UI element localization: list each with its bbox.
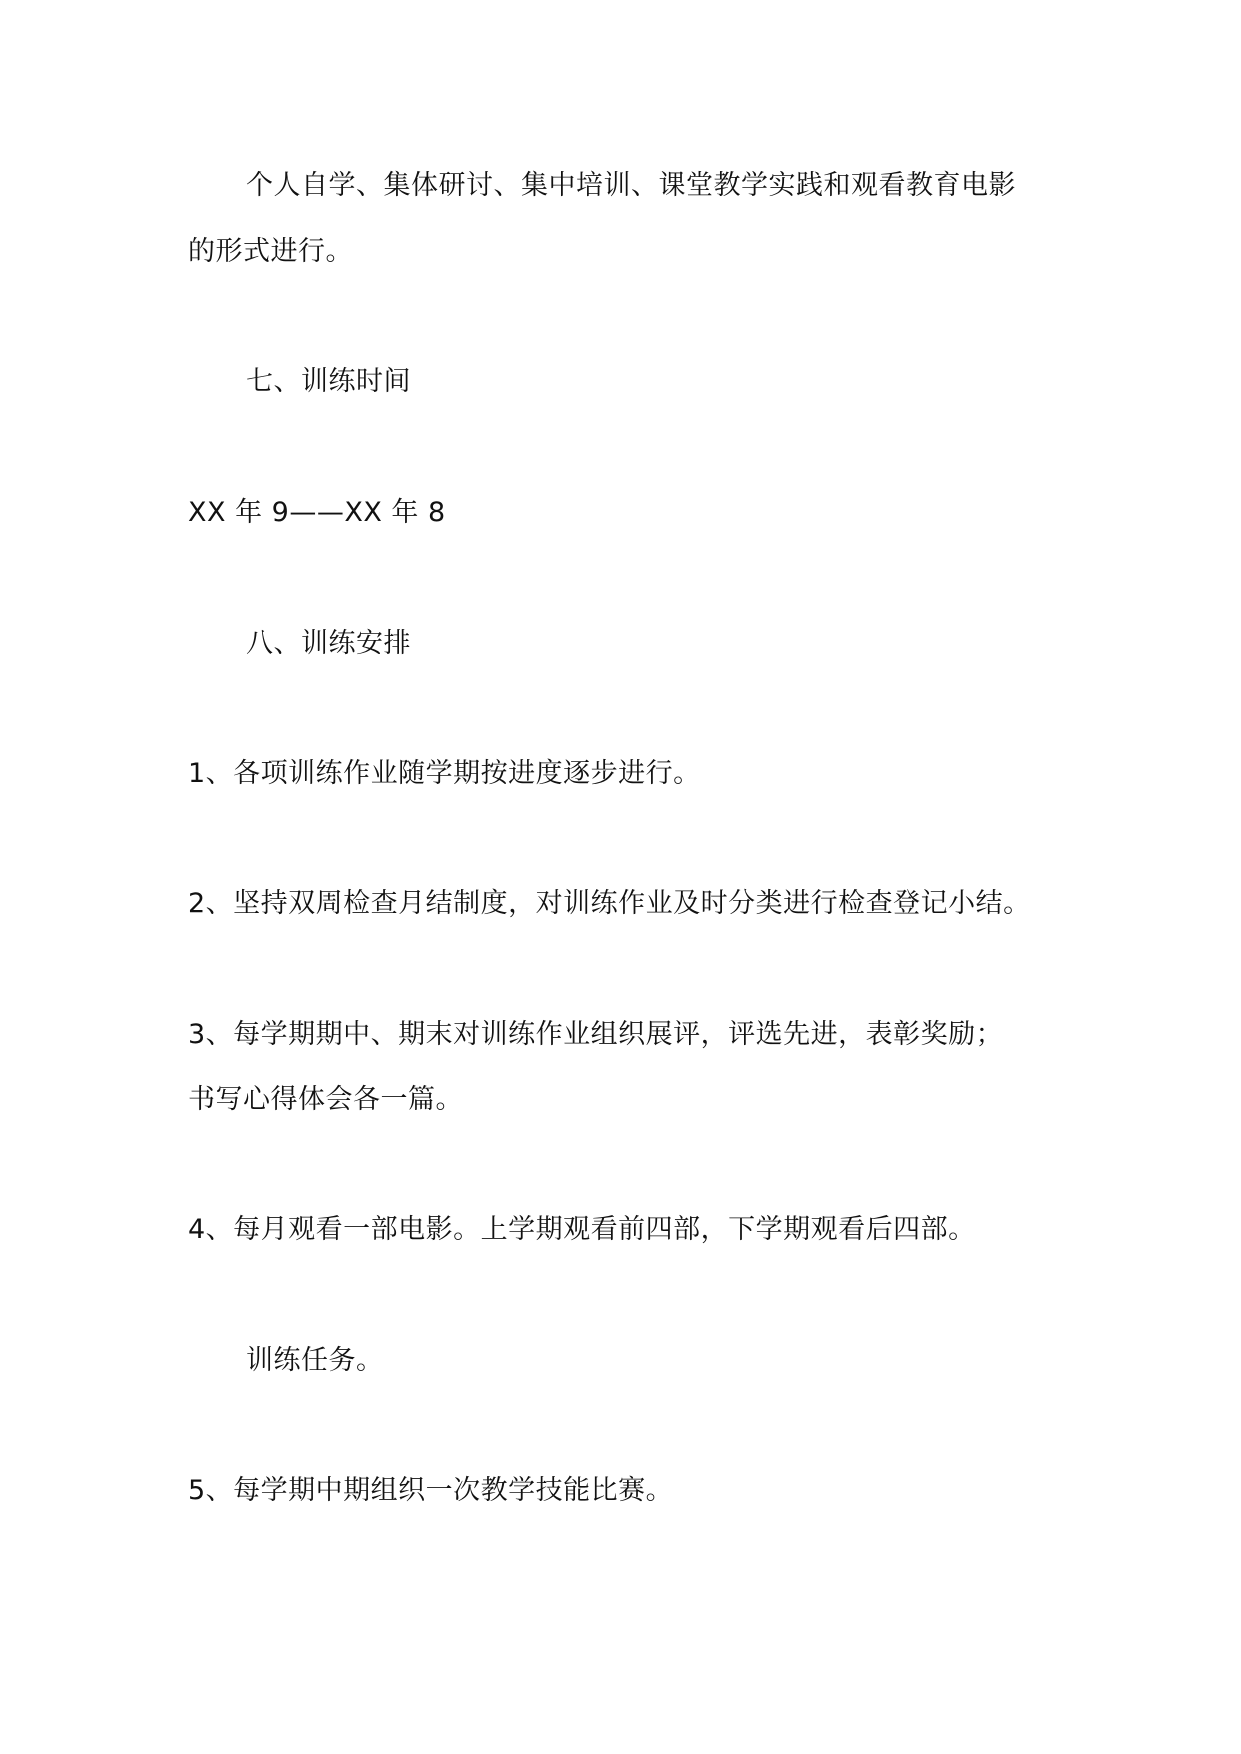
section-heading: 八、训练安排 [246,628,411,659]
list-item: 4、每月观看一部电影。上学期观看前四部，下学期观看后四部。 [188,1214,976,1245]
list-item: 1、各项训练作业随学期按进度逐步进行。 [188,758,701,789]
paragraph-line: 的形式进行。 [188,236,353,267]
list-item: 5、每学期中期组织一次教学技能比赛。 [188,1475,674,1506]
list-item: 2、坚持双周检查月结制度，对训练作业及时分类进行检查登记小结。 [188,888,1031,919]
date-range: XX 年 9——XX 年 8 [188,497,446,528]
section-heading: 七、训练时间 [246,366,411,397]
list-item: 3、每学期期中、期末对训练作业组织展评，评选先进，表彰奖励； [188,1019,1004,1050]
paragraph-line: 训练任务。 [246,1345,384,1376]
paragraph-line: 个人自学、集体研讨、集中培训、课堂教学实践和观看教育电影 [246,170,1016,201]
list-item-continuation: 书写心得体会各一篇。 [188,1084,463,1115]
